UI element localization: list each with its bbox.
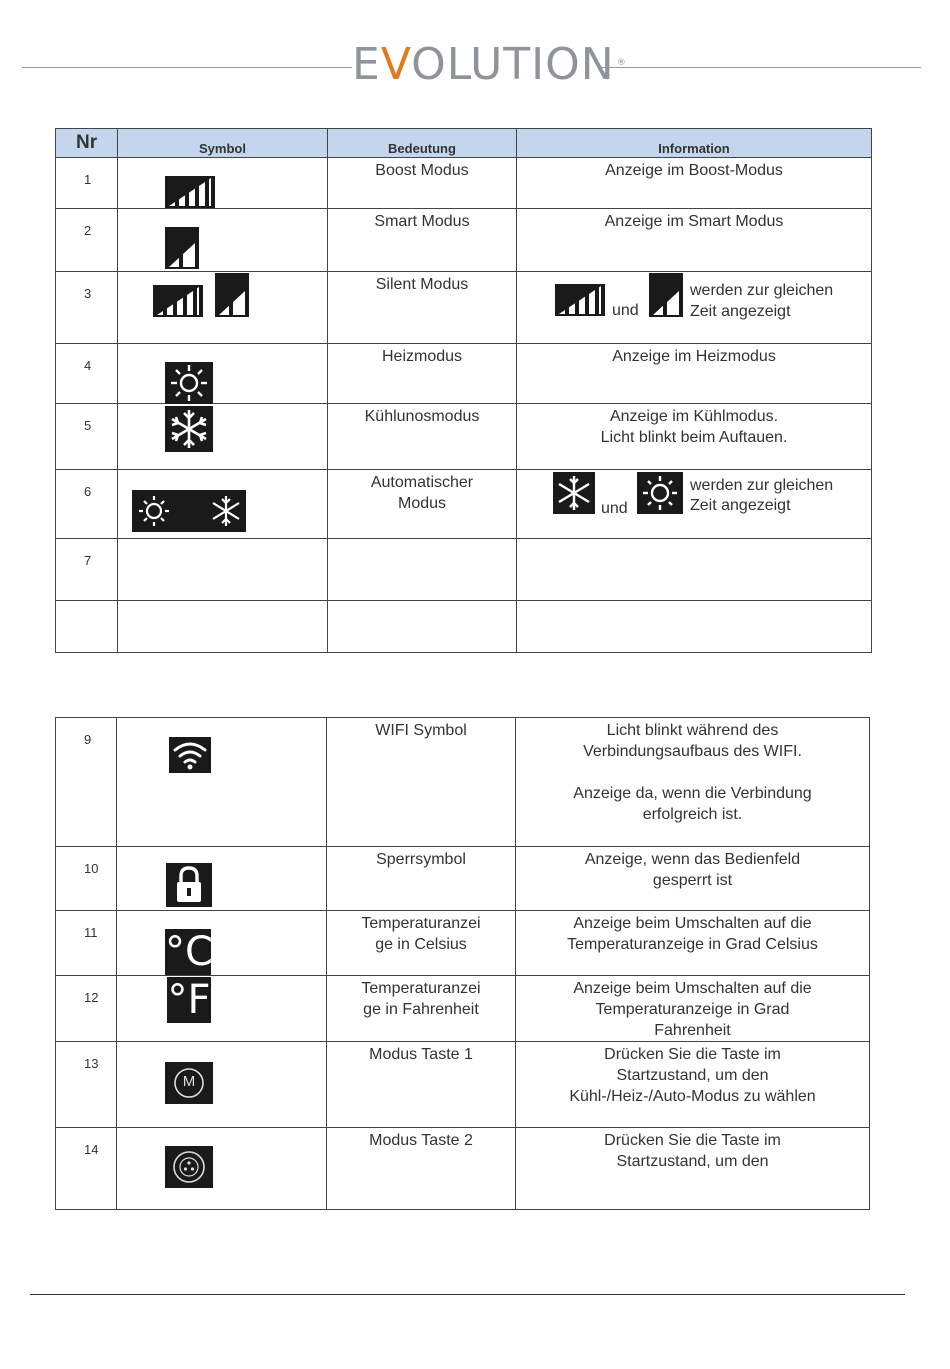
meaning-cell bbox=[327, 976, 516, 1042]
information-cell bbox=[516, 1042, 870, 1128]
meaning-line: Automatischer bbox=[370, 474, 474, 491]
mode-button-fan-icon bbox=[165, 1146, 213, 1188]
meaning-cell: Boost Modus bbox=[328, 158, 517, 209]
symbol-cell bbox=[118, 158, 328, 209]
snowflake-icon bbox=[165, 406, 213, 452]
information-cell bbox=[516, 911, 870, 976]
und-label: und bbox=[612, 302, 639, 319]
info-line: werden zur gleichen bbox=[690, 477, 834, 494]
lock-icon bbox=[166, 863, 212, 907]
table-row bbox=[56, 209, 872, 272]
row-nr: 11 bbox=[56, 911, 117, 976]
row-nr: 13 bbox=[56, 1042, 117, 1128]
info-line: Anzeige beim Umschalten auf die bbox=[573, 980, 812, 997]
meaning-cell: Smart Modus bbox=[328, 209, 517, 272]
information-cell: Anzeige im Boost-Modus bbox=[517, 158, 872, 209]
snowflake-icon bbox=[553, 472, 595, 514]
table-row bbox=[56, 470, 872, 539]
und-label: und bbox=[601, 500, 628, 517]
info-line: Drücken Sie die Taste im bbox=[604, 1132, 781, 1149]
signal-bars-low-icon bbox=[649, 273, 683, 317]
sun-icon bbox=[165, 362, 213, 404]
meaning-line: Temperaturanzei bbox=[361, 915, 481, 932]
info-line: Licht blinkt beim Auftauen. bbox=[600, 429, 788, 446]
information-cell bbox=[516, 718, 870, 847]
info-line: Startzustand, um den bbox=[616, 1067, 769, 1084]
info-spacer bbox=[516, 762, 869, 783]
row-nr: 5 bbox=[56, 404, 118, 470]
header-information: Information bbox=[517, 129, 872, 158]
table-row bbox=[56, 539, 872, 601]
header-symbol: Symbol bbox=[118, 129, 328, 158]
mode-button-m-icon bbox=[165, 1062, 213, 1104]
symbol-cell bbox=[118, 209, 328, 272]
meaning-cell: Sperrsymbol bbox=[327, 847, 516, 911]
info-line: Temperaturanzeige in Grad Celsius bbox=[567, 936, 818, 953]
table-row bbox=[56, 911, 870, 976]
row-nr: 6 bbox=[56, 470, 118, 539]
meaning-cell bbox=[328, 470, 517, 539]
row-nr: 4 bbox=[56, 344, 118, 404]
celsius-icon: °C bbox=[165, 929, 213, 975]
meaning-line: Temperaturanzei bbox=[361, 980, 481, 997]
row-nr: 3 bbox=[56, 272, 118, 344]
symbol-cell bbox=[118, 539, 328, 601]
symbol-cell bbox=[117, 911, 327, 976]
info-text bbox=[690, 280, 833, 322]
sun-icon bbox=[637, 472, 683, 514]
meaning-cell: Modus Taste 1 bbox=[327, 1042, 516, 1128]
meaning-cell: Kühlunosmodus bbox=[328, 404, 517, 470]
symbol-cell bbox=[117, 976, 327, 1042]
meaning-line: Modus bbox=[397, 495, 447, 512]
information-cell: Anzeige im Heizmodus bbox=[517, 344, 872, 404]
info-line: Anzeige beim Umschalten auf die bbox=[573, 915, 812, 932]
info-line: erfolgreich ist. bbox=[642, 806, 743, 823]
symbol-cell bbox=[117, 1128, 327, 1210]
info-text bbox=[690, 476, 833, 516]
mode-letter: M bbox=[182, 1073, 196, 1090]
info-line: Zeit angezeigt bbox=[690, 303, 791, 320]
info-line: Kühl-/Heiz-/Auto-Modus zu wählen bbox=[569, 1088, 816, 1105]
table-row bbox=[56, 1042, 870, 1128]
information-cell bbox=[517, 601, 872, 653]
symbol-cell bbox=[118, 404, 328, 470]
row-nr: 9 bbox=[56, 718, 117, 847]
row-nr: 1 bbox=[56, 158, 118, 209]
information-cell bbox=[517, 539, 872, 601]
info-line: Anzeige, wenn das Bedienfeld bbox=[584, 851, 801, 868]
symbol-cell bbox=[118, 272, 328, 344]
signal-bars-full-icon bbox=[165, 176, 215, 208]
meaning-cell bbox=[328, 601, 517, 653]
signal-bars-low-icon bbox=[215, 273, 249, 317]
wifi-icon bbox=[169, 737, 211, 773]
row-nr: 7 bbox=[56, 539, 118, 601]
meaning-cell: Silent Modus bbox=[328, 272, 517, 344]
info-line: Drücken Sie die Taste im bbox=[604, 1046, 781, 1063]
header-line-right bbox=[598, 67, 921, 68]
symbol-table-2 bbox=[55, 717, 870, 1210]
symbol-cell bbox=[117, 718, 327, 847]
table-row bbox=[56, 718, 870, 847]
meaning-cell: Modus Taste 2 bbox=[327, 1128, 516, 1210]
symbol-table-1 bbox=[55, 128, 872, 653]
info-line: Zeit angezeigt bbox=[690, 497, 791, 514]
sun-snowflake-icon bbox=[132, 490, 246, 532]
meaning-cell bbox=[327, 911, 516, 976]
row-nr: 14 bbox=[56, 1128, 117, 1210]
symbol-cell bbox=[118, 470, 328, 539]
symbol-cell bbox=[117, 847, 327, 911]
signal-bars-full-icon bbox=[555, 284, 605, 316]
table-row bbox=[56, 404, 872, 470]
table-row bbox=[56, 272, 872, 344]
information-cell bbox=[517, 470, 872, 539]
information-cell bbox=[517, 404, 872, 470]
row-nr bbox=[56, 601, 118, 653]
table-row bbox=[56, 847, 870, 911]
info-line: gesperrt ist bbox=[652, 872, 733, 889]
brand-logo: EVOLUTION ® bbox=[352, 39, 627, 90]
information-cell bbox=[516, 976, 870, 1042]
signal-bars-full-icon bbox=[153, 285, 203, 317]
meaning-cell bbox=[328, 539, 517, 601]
meaning-line: ge in Fahrenheit bbox=[363, 1001, 479, 1018]
footer-line bbox=[30, 1294, 905, 1295]
symbol-cell bbox=[117, 1042, 327, 1128]
table-row bbox=[56, 344, 872, 404]
table-row bbox=[56, 158, 872, 209]
info-line: Startzustand, um den bbox=[616, 1153, 769, 1170]
row-nr: 10 bbox=[56, 847, 117, 911]
info-line: Temperaturanzeige in Grad bbox=[595, 1001, 790, 1018]
symbol-cell bbox=[118, 344, 328, 404]
information-cell bbox=[516, 847, 870, 911]
info-line: Verbindungsaufbaus des WIFI. bbox=[583, 743, 802, 760]
info-line: Fahrenheit bbox=[654, 1022, 731, 1039]
meaning-line: ge in Celsius bbox=[375, 936, 467, 953]
header-line-left bbox=[22, 67, 352, 68]
meaning-cell: WIFI Symbol bbox=[327, 718, 516, 847]
meaning-cell: Heizmodus bbox=[328, 344, 517, 404]
information-cell bbox=[517, 272, 872, 344]
row-nr: 12 bbox=[56, 976, 117, 1042]
header-nr: Nr bbox=[56, 129, 118, 158]
information-cell bbox=[516, 1128, 870, 1210]
information-cell: Anzeige im Smart Modus bbox=[517, 209, 872, 272]
table-row bbox=[56, 1128, 870, 1210]
fahrenheit-icon: °F bbox=[167, 977, 211, 1023]
info-line: Anzeige im Kühlmodus. bbox=[609, 408, 779, 425]
info-line: werden zur gleichen bbox=[690, 282, 834, 299]
table-header-row bbox=[56, 129, 872, 158]
signal-bars-low-icon bbox=[165, 227, 199, 269]
table-row bbox=[56, 976, 870, 1042]
header-bedeutung: Bedeutung bbox=[328, 129, 517, 158]
table-row bbox=[56, 601, 872, 653]
row-nr: 2 bbox=[56, 209, 118, 272]
info-line: Anzeige da, wenn die Verbindung bbox=[573, 785, 812, 802]
symbol-cell bbox=[118, 601, 328, 653]
info-line: Licht blinkt während des bbox=[606, 722, 779, 739]
